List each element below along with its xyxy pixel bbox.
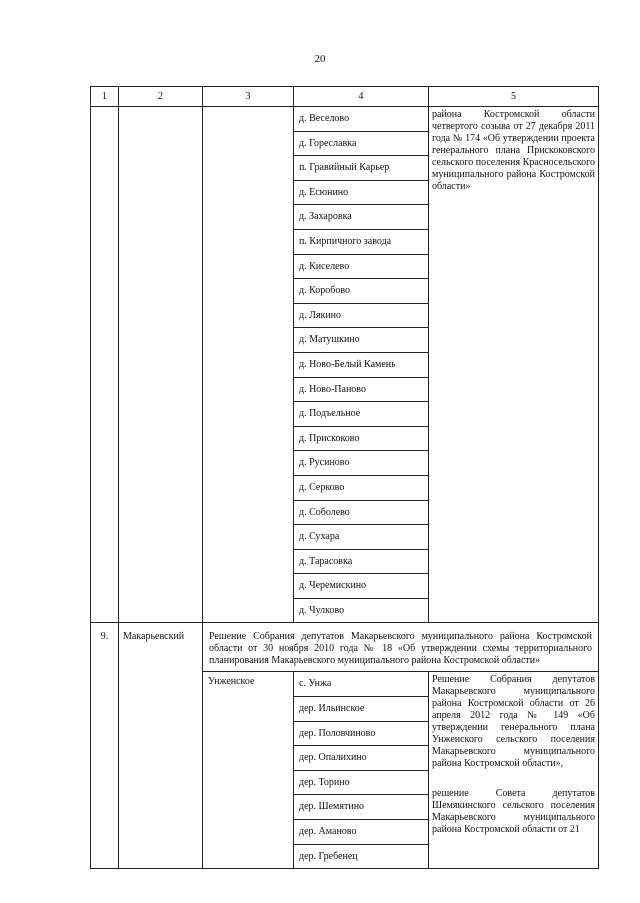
header-cell: 1 [91,87,119,107]
settlement-cell: дер. Ильинское [294,697,429,722]
settlement-cell: д. Веселово [294,107,429,132]
header-row [91,87,599,107]
settlement-cell: дер. Гребенец [294,844,429,869]
scheme-decision: Решение Собрания депутатов Макарьевского муниципального района Костромской области от 30 ноября 2010 года № 18 «Об утверждении схемы территориального планирования Макарьевского муниципального района Костромской области» [203,623,599,672]
settlement-cell: д. Коробово [294,279,429,304]
row-number: 9. [91,623,119,869]
settlement-cell: д. Русиново [294,451,429,476]
settlement-cell: д. Сухара [294,525,429,550]
settlement-cell: с. Унжа [294,672,429,697]
settlement-cell: дер. Опалихино [294,746,429,771]
settlement-cell: д. Ново-Белый Камень [294,352,429,377]
district-cell [119,107,203,623]
settlement-cell: д. Киселево [294,254,429,279]
settlements-table [90,86,599,869]
number-cell [91,107,119,623]
document-text: района Костромской области четвертого созыва от 27 декабря 2011 года № 174 «Об утверждении проекта генерального плана Прискоковского сельского поселения Красносельского муниципального района Костромской области» [432,109,595,192]
document-text: решение Совета депутатов Шемякинского сельского поселения Макарьевского муниципального района Костромской области от 21 [432,788,595,836]
settlement-cell: д. Матушкино [294,328,429,353]
settlement-cell: дер. Аманово [294,820,429,845]
settlement-cell: п. Гравийный Карьер [294,156,429,181]
settlement-cell: д. Тарасовка [294,549,429,574]
settlement-cell: дер. Шемятино [294,795,429,820]
settlement-cell: п. Кирпичного завода [294,229,429,254]
settlement-cell: дер. Торино [294,770,429,795]
header-cell: 4 [294,87,429,107]
document-cell [429,672,599,869]
settlement-cell: д. Лякино [294,303,429,328]
table-row [91,107,599,132]
document-cell [429,107,599,623]
table-row [91,623,599,672]
settlement-cell: д. Захаровка [294,205,429,230]
settlement-cell: д. Черемискино [294,574,429,599]
municipality-name: Унженское [203,672,294,869]
district-name: Макарьевский [119,623,203,869]
header-cell: 2 [119,87,203,107]
page-number: 20 [314,53,326,65]
settlement-cell: д. Подъельное [294,402,429,427]
settlement-cell: д. Есюнино [294,180,429,205]
settlement-cell: д. Ново-Паново [294,377,429,402]
settlement-cell: д. Гореславка [294,131,429,156]
settlement-cell: д. Серково [294,475,429,500]
settlement-cell: д. Соболево [294,500,429,525]
settlement-cell: д. Чулково [294,598,429,623]
municipality-cell [203,107,294,623]
document-text: Решение Собрания депутатов Макарьевского муниципального района Костромской области от 26 апреля 2012 года № 149 «Об утверждении генерального плана Унженского сельского поселения Макарьевского муниципального района Костромской области», [432,674,595,770]
settlement-cell: д. Прискоково [294,426,429,451]
header-cell: 3 [203,87,294,107]
settlement-cell: дер. Половчиново [294,721,429,746]
header-cell: 5 [429,87,599,107]
